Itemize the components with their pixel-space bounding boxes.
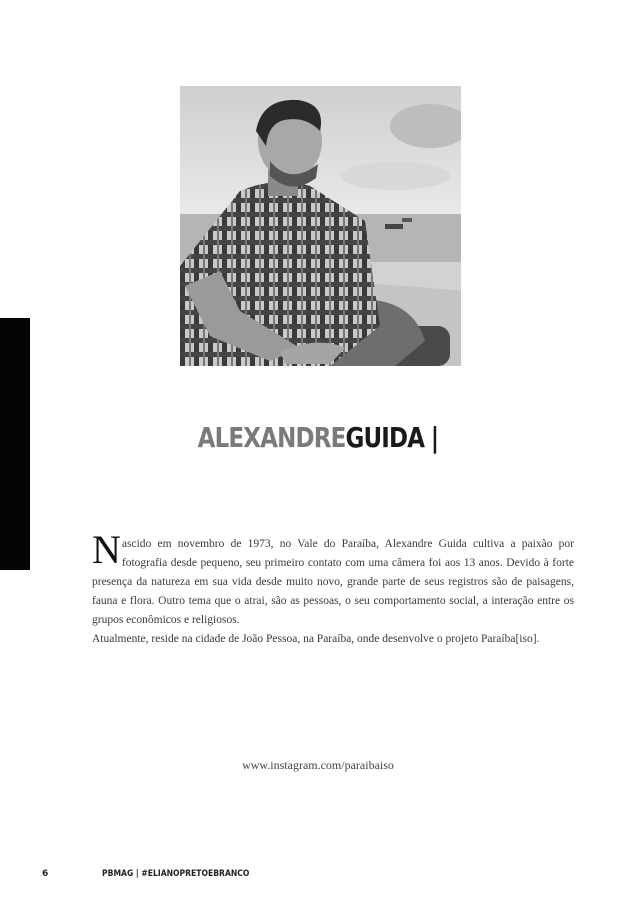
title-last-name: GUIDA (345, 421, 425, 454)
portrait-photo (180, 86, 461, 366)
website-link[interactable]: www.instagram.com/paraibaiso (242, 758, 394, 772)
bio-paragraph-2: Atualmente, reside na cidade de João Pessoa, na Paraíba, onde desenvolve o projeto Paraíba[iso]. (92, 633, 540, 645)
drop-cap: N (92, 527, 121, 572)
bio-paragraph-1-text: ascido em novembro de 1973, no Vale do Paraíba, Alexandre Guida cultiva a paixão por fotografia desde pequeno, seu primeiro contato com uma câmera foi aos 13 anos. Devido à forte presença da natureza em sua vida desde muito novo, grande parte de seus registros são de paisagens, fauna e flora. Outro tema que o atrai, são as pessoas, o seu comportamento social, a interação entre os grupos econômicos e religiosos. (92, 538, 574, 626)
page-number: 6 (42, 869, 49, 879)
bio-paragraph-1 (92, 527, 574, 630)
page-title (57, 420, 579, 456)
decorative-side-bar (0, 318, 30, 570)
biography (92, 527, 574, 649)
title-first-name: ALEXANDRE (197, 421, 346, 454)
magazine-footer: PBMAG | #ELIANOPRETOEBRANCO (102, 869, 250, 879)
title-separator: | (430, 421, 439, 454)
